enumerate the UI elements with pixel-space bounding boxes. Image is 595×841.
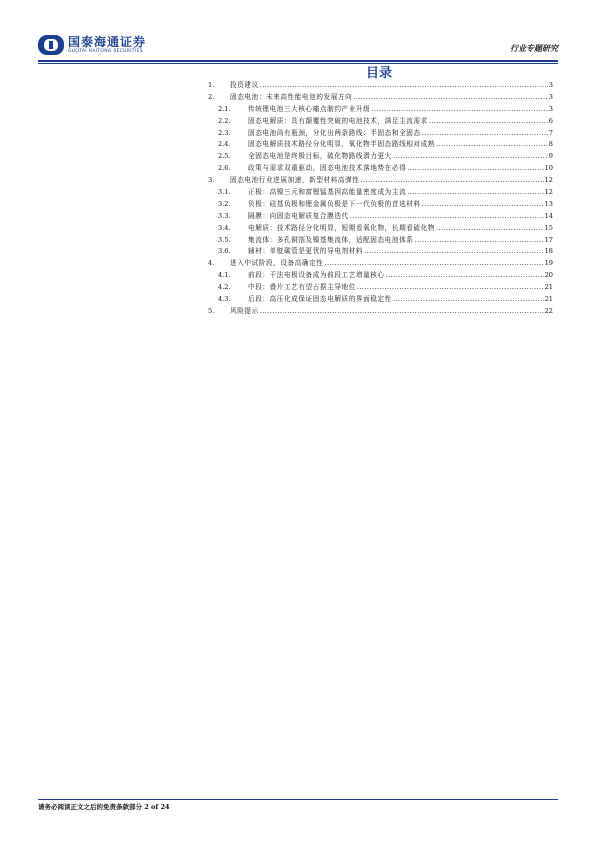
- toc-entry[interactable]: [208, 163, 553, 175]
- toc-entry-title: 固态电解质：具有颠覆性突破的电池技术，满足主流需求: [248, 116, 428, 125]
- logo-english-name: GUOTAI HAITONG SECURITIES: [68, 49, 143, 54]
- toc-leader-dots: [260, 306, 544, 318]
- toc-entry-page: 15: [544, 223, 553, 232]
- toc-entry-page: 6: [548, 116, 553, 125]
- toc-entry[interactable]: [208, 199, 553, 211]
- toc-entry-number: 3.2.: [218, 199, 231, 208]
- toc-entry-number: 3.5.: [218, 235, 231, 244]
- toc-entry-number: 2.6.: [218, 164, 231, 173]
- toc-entry[interactable]: [208, 306, 553, 318]
- toc-entry-title: 固态电池行业进展加速，新型材料高弹性: [230, 176, 360, 185]
- toc-leader-dots: [429, 116, 548, 128]
- toc-entry-number: 3.3.: [218, 211, 231, 220]
- toc-entry[interactable]: [208, 258, 553, 270]
- toc-leader-dots: [350, 211, 544, 223]
- company-logo: [38, 35, 146, 55]
- toc-entry-title: 辅材：单壁碳管是更优的导电剂材料: [248, 247, 364, 256]
- toc-leader-dots: [407, 163, 543, 175]
- toc-entry-number: 3.1.: [218, 188, 231, 197]
- toc-leader-dots: [422, 128, 548, 140]
- toc-entry-number: 2.: [208, 92, 215, 101]
- toc-entry-page: 3: [548, 104, 553, 113]
- toc-leader-dots: [325, 258, 544, 270]
- toc-entry-number: 4.2.: [218, 283, 231, 292]
- toc-entry[interactable]: [208, 92, 553, 104]
- toc-entry-title: 投资建议: [230, 81, 259, 89]
- toc-entry[interactable]: [208, 151, 553, 163]
- toc-entry-page: 3: [548, 92, 553, 101]
- toc-entry-title: 政策与需求双重驱动，固态电池技术落地势在必得: [248, 164, 407, 173]
- toc-entry-number: 2.3.: [218, 128, 231, 137]
- toc-entry-number: 3.4.: [218, 223, 231, 232]
- table-of-contents: [208, 80, 553, 318]
- toc-leader-dots: [361, 175, 544, 187]
- toc-entry[interactable]: [208, 235, 553, 247]
- toc-entry-number: 2.5.: [218, 152, 231, 161]
- toc-leader-dots: [393, 294, 544, 306]
- toc-entry-page: 21: [544, 295, 553, 304]
- toc-entry-page: 22: [544, 306, 553, 315]
- toc-entry-title: 固态电解质技术路径分化明显，氧化物半固态路线相对成熟: [248, 140, 436, 149]
- toc-entry-title: 固态电池尚有瓶颈，分化出两条路线：半固态和全固态: [248, 128, 421, 137]
- toc-entry[interactable]: [208, 223, 553, 235]
- toc-entry-title: 电解质：技术路径分化明显，短期看氧化物，长期看硫化物: [248, 223, 436, 232]
- toc-entry[interactable]: [208, 211, 553, 223]
- toc-entry-number: 5.: [208, 306, 215, 315]
- toc-entry-page: 17: [544, 235, 553, 244]
- page-header: [38, 35, 558, 59]
- toc-entry-page: 12: [544, 176, 553, 185]
- toc-entry[interactable]: [208, 294, 553, 306]
- toc-entry-page: 7: [548, 128, 553, 137]
- toc-entry-page: 3: [548, 81, 553, 89]
- toc-entry-page: 13: [544, 199, 553, 208]
- toc-entry-page: 18: [544, 247, 553, 256]
- toc-entry[interactable]: [208, 187, 553, 199]
- toc-entry-title: 进入中试阶段，设备高确定性: [230, 259, 324, 268]
- toc-entry[interactable]: [208, 246, 553, 258]
- toc-entry-number: 2.4.: [218, 140, 231, 149]
- toc-entry-title: 正极：高镍三元和富锂锰基因高能量密度成为主流: [248, 188, 407, 197]
- toc-entry-page: 9: [548, 152, 553, 161]
- toc-leader-dots: [371, 104, 548, 116]
- toc-entry-title: 前段：干法电极设备成为前段工艺增量核心: [248, 271, 385, 280]
- toc-entry[interactable]: [208, 270, 553, 282]
- toc-leader-dots: [414, 235, 543, 247]
- toc-leader-dots: [353, 92, 548, 104]
- toc-entry-title: 传统锂电池三大核心痛点制约产业升级: [248, 104, 371, 113]
- toc-entry-title: 负极：硅基负极和锂金属负极是下一代负极的首选材料: [248, 199, 421, 208]
- toc-entry-number: 4.1.: [218, 271, 231, 280]
- toc-entry-page: 14: [544, 211, 553, 220]
- toc-leader-dots: [422, 199, 544, 211]
- toc-entry-number: 2.1.: [218, 104, 231, 113]
- toc-entry[interactable]: [208, 116, 553, 128]
- toc-entry-number: 2.2.: [218, 116, 231, 125]
- toc-leader-dots: [393, 151, 548, 163]
- toc-entry[interactable]: [208, 175, 553, 187]
- toc-entry-number: 3.6.: [218, 247, 231, 256]
- toc-leader-dots: [407, 187, 543, 199]
- logo-icon: [38, 35, 64, 55]
- toc-entry-page: 20: [544, 271, 553, 280]
- toc-leader-dots: [436, 223, 544, 235]
- toc-title: 目录: [365, 66, 392, 81]
- toc-leader-dots: [260, 80, 548, 92]
- toc-leader-dots: [436, 139, 548, 151]
- toc-entry[interactable]: [208, 282, 553, 294]
- toc-entry-page: 19: [544, 259, 553, 268]
- logo-chinese-name: 国泰海通证券: [68, 35, 147, 49]
- toc-entry-title: 隔膜：向固态电解质复合膜迭代: [248, 211, 349, 220]
- toc-entry-number: 1.: [208, 81, 215, 89]
- toc-entry-page: 21: [544, 283, 553, 292]
- toc-entry-title: 后段：高压化成保证固态电解质的界面稳定性: [248, 295, 392, 304]
- toc-leader-dots: [386, 270, 544, 282]
- toc-entry[interactable]: [208, 80, 553, 92]
- toc-entry-title: 集流体：多孔铜箔及镍基集流体，适配固态电池体系: [248, 235, 414, 244]
- toc-entry-page: 12: [544, 188, 553, 197]
- toc-entry[interactable]: [208, 128, 553, 140]
- toc-leader-dots: [357, 282, 544, 294]
- toc-entry-title: 中段：叠片工艺有望占据主导地位: [248, 283, 356, 292]
- toc-entry[interactable]: [208, 104, 553, 116]
- document-type: 行业专题研究: [510, 43, 558, 53]
- toc-entry-title: 固态电池：未来高性能电池的发展方向: [230, 92, 353, 101]
- toc-entry-title: 全固态电池是终极目标，硫化物路线潜力更大: [248, 152, 392, 161]
- footer-disclaimer: 请务必阅读正文之后的免责条款部分 2 of 24: [38, 803, 170, 811]
- toc-entry-page: 8: [548, 140, 553, 149]
- toc-entry-page: 10: [544, 164, 553, 173]
- footer-rule: [38, 799, 558, 800]
- toc-leader-dots: [364, 246, 544, 258]
- toc-entry-number: 3.: [208, 176, 215, 185]
- toc-entry-number: 4.: [208, 259, 215, 268]
- toc-entry-title: 风险提示: [230, 306, 259, 315]
- toc-entry-number: 4.3.: [218, 295, 231, 304]
- toc-entry[interactable]: [208, 139, 553, 151]
